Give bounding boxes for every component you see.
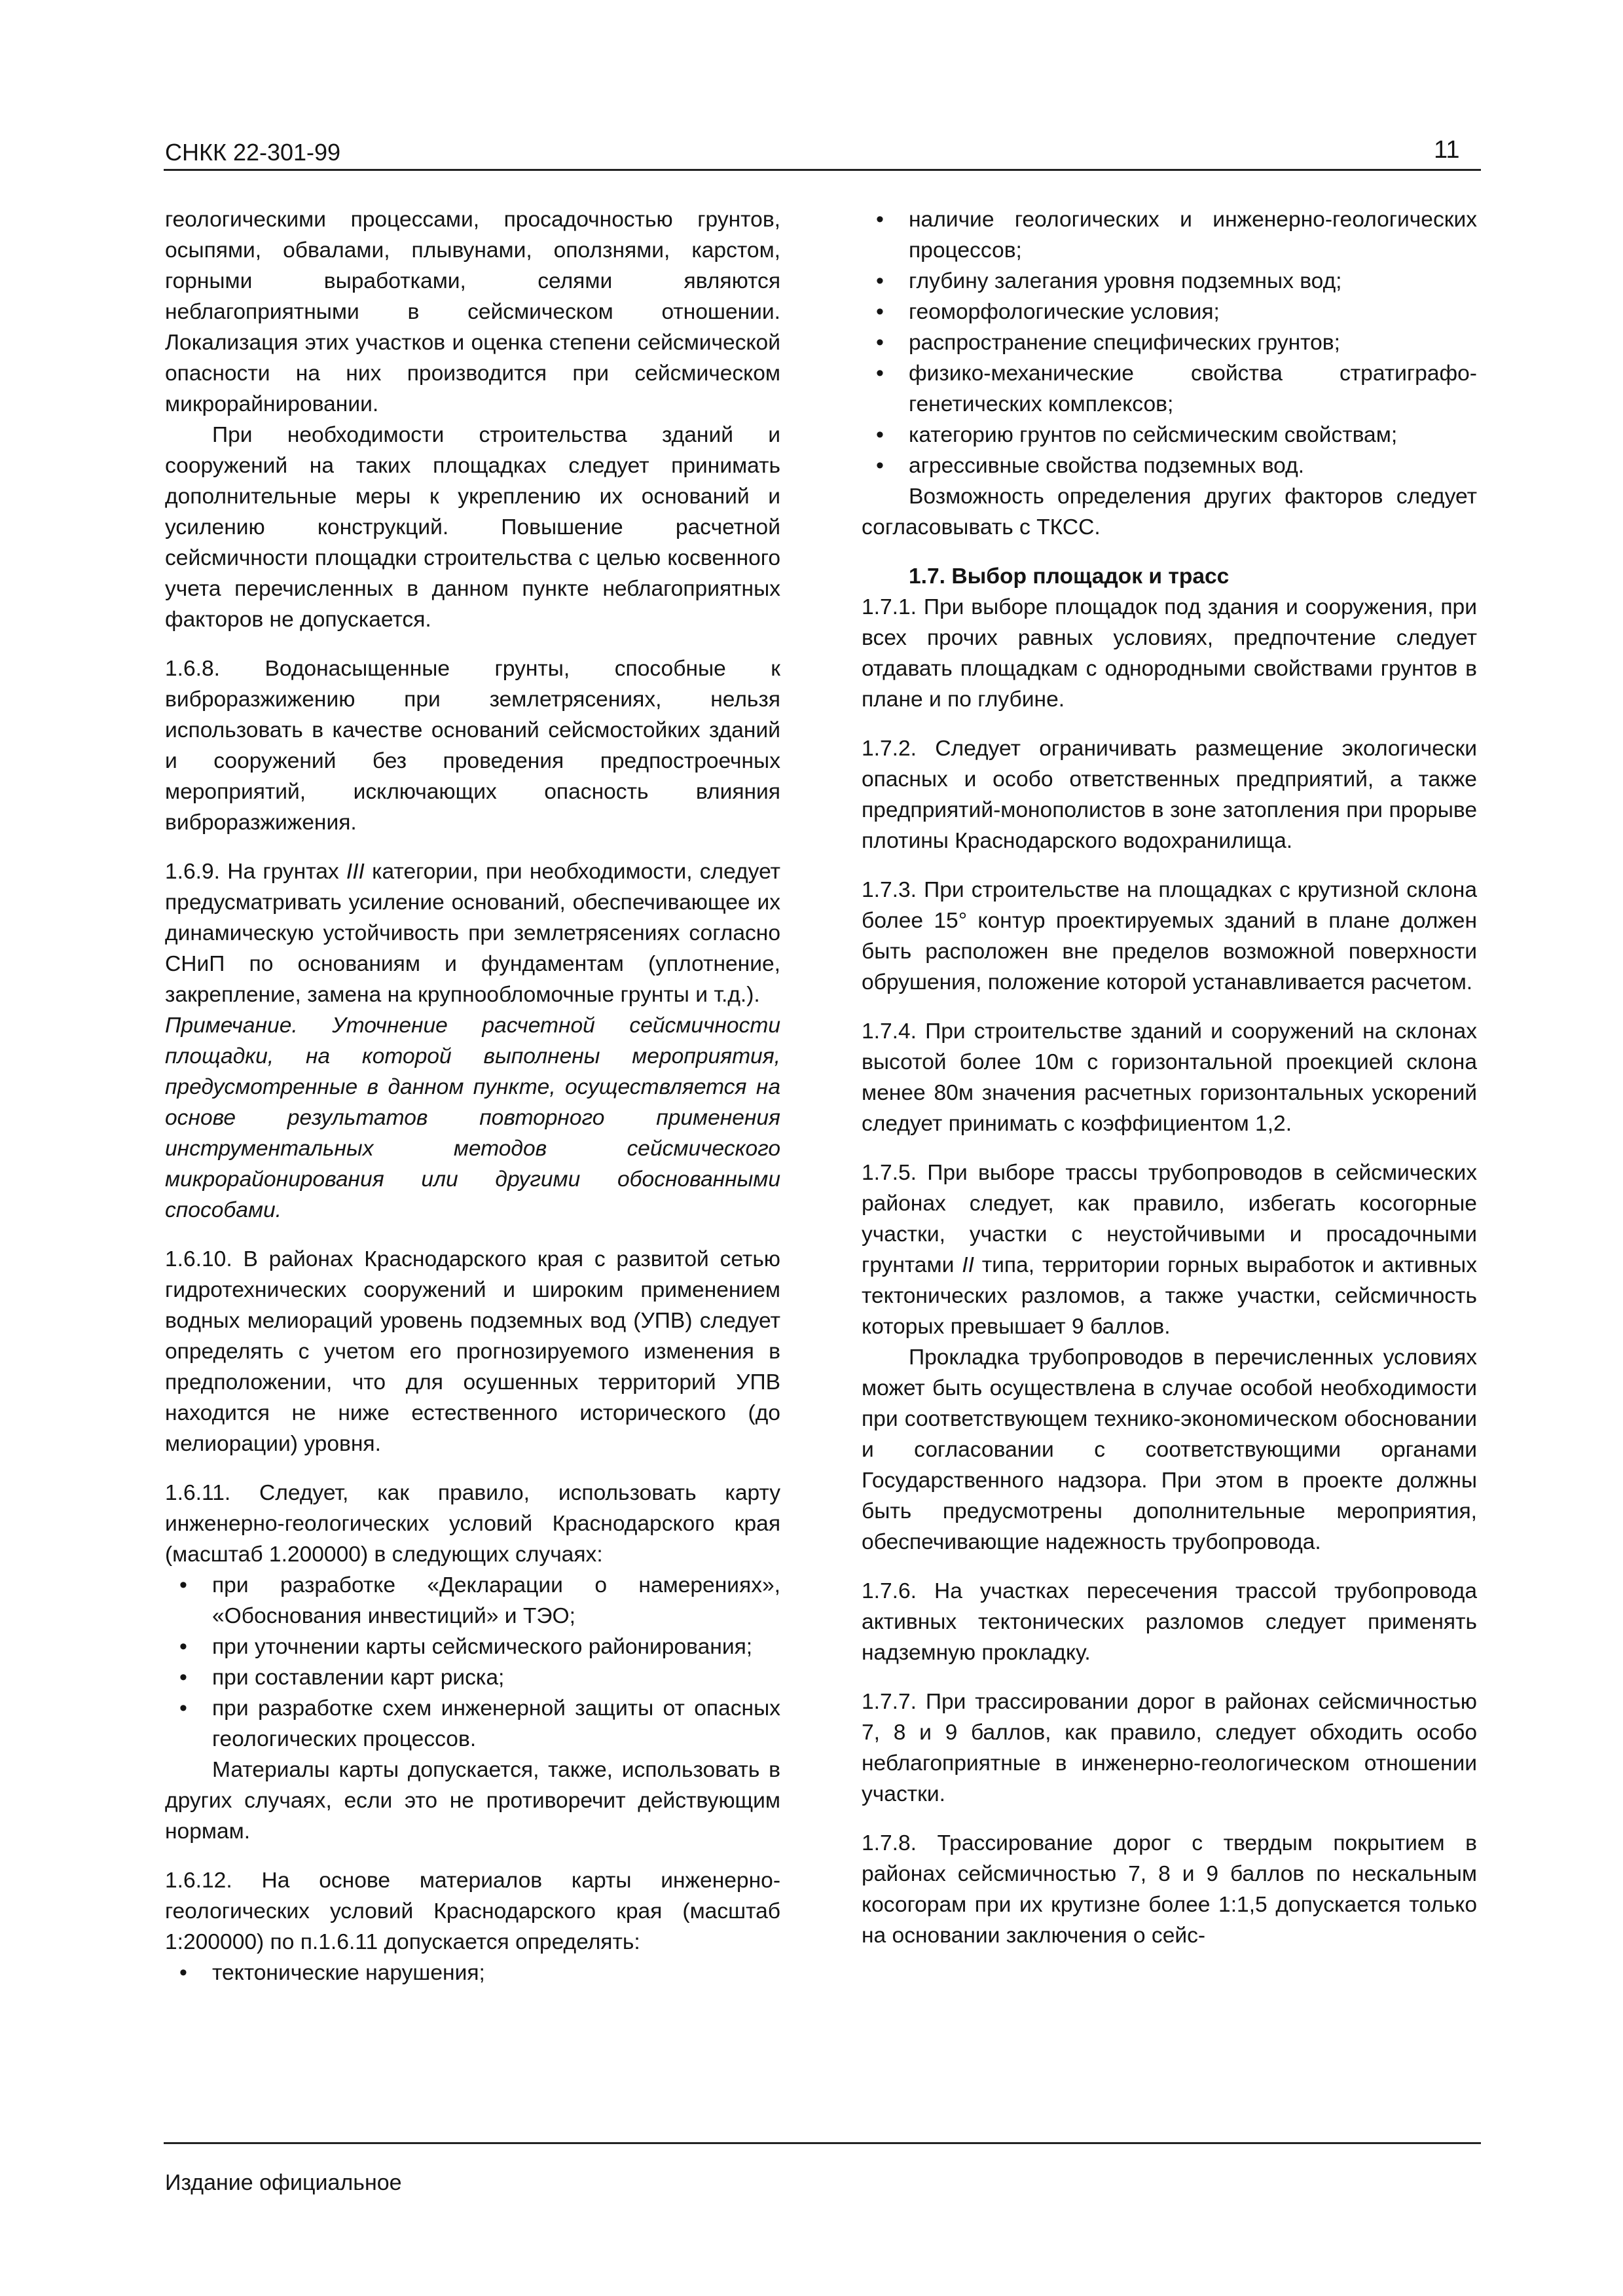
footer-rule: [164, 2142, 1481, 2144]
document-code: СНКК 22-301-99: [165, 139, 341, 166]
soil-type-numeral: II: [962, 1253, 974, 1277]
clause-1-6-12: 1.6.12. На основе материалов карты инженерно-геологических условий Краснодарского края (масштаб 1:200000) по п.1.6.11 допускается определять:: [165, 1868, 780, 1954]
list-item: • наличие геологических и инженерно-геологических процессов;: [862, 204, 1477, 266]
left-column: [165, 204, 780, 1988]
clause-1-7-5-text-b: типа, территории горных выработок и активных тектонических разломов, а также участки, сейсмичность которых превышает 9 баллов.: [862, 1253, 1477, 1339]
clause-1-6-9: [165, 856, 780, 1010]
right-column: [862, 204, 1477, 1951]
list-item: • при составлении карт риска;: [165, 1662, 780, 1693]
list-item: • физико-механические свойства стратиграфо-генетических комплексов;: [862, 358, 1477, 420]
footer-edition: Издание официальное: [165, 2170, 402, 2195]
list-item: • геоморфологические условия;: [862, 297, 1477, 327]
clause-1-7-5: [862, 1157, 1477, 1342]
list-item: • категорию грунтов по сейсмическим свойствам;: [862, 420, 1477, 450]
clause-1-6-9-text-a: 1.6.9. На грунтах: [165, 860, 346, 884]
clause-1-7-5-text-a: 1.7.5. При выборе трассы трубопроводов в сейсмических районах следует, как правило, избегать косогорные участки, участки с неустойчивыми и просадочными грунтами: [862, 1161, 1477, 1277]
paragraph-map-materials: Материалы карты допускается, также, использовать в других случаях, если это не противоречит действующим нормам.: [165, 1758, 780, 1844]
list-item: • глубину залегания уровня подземных вод;: [862, 266, 1477, 297]
soil-category-numeral: III: [346, 860, 365, 884]
clause-1-6-11: 1.6.11. Следует, как правило, использовать карту инженерно-геологических условий Краснодарского края (масштаб 1.200000) в следующих случаях:: [165, 1481, 780, 1567]
factors-list: [862, 204, 1477, 481]
clause-1-6-12-list: [165, 1958, 780, 1988]
clause-1-7-1: 1.7.1. При выборе площадок под здания и сооружения, при всех прочих равных условиях, предпочтение следует отдавать площадкам с однородными свойствами грунтов в плане и по глубине.: [862, 595, 1477, 712]
paragraph-other-factors: Возможность определения других факторов следует согласовывать с ТКСС.: [862, 484, 1477, 539]
clause-1-6-9-text-b: категории, при необходимости, следует предусматривать усиление оснований, обеспечивающее их динамическую устойчивость при землетрясениях согласно СНиП по основаниям и фундаментам (уплотнение, закрепление, замена на крупнообломочные грунты и т.д.).: [165, 860, 781, 1007]
list-item: • распространение специфических грунтов;: [862, 327, 1477, 358]
list-item: • агрессивные свойства подземных вод.: [862, 450, 1477, 481]
paragraph-additional-measures: При необходимости строительства зданий и сооружений на таких площадках следует принимать дополнительные меры к укреплению их оснований и усилению конструкций. Повышение расчетной сейсмичности площадки строительства с целью косвенного учета перечисленных в данном пункте неблагоприятных факторов не допускается.: [165, 423, 780, 632]
clause-1-7-4: 1.7.4. При строительстве зданий и сооружений на склонах высотой более 10м с горизонтальной проекцией склона менее 80м значения расчетных горизонтальных ускорений следует принимать с коэффициентом 1,2.: [862, 1019, 1477, 1136]
header-rule: [164, 169, 1481, 171]
list-item: • при разработке «Декларации о намерениях», «Обоснования инвестиций» и ТЭО;: [165, 1570, 780, 1631]
clause-1-6-10: 1.6.10. В районах Краснодарского края с развитой сетью гидротехнических сооружений и широким применением водных мелиораций уровень подземных вод (УПВ) следует определять с учетом его прогнозируемого изменения в предположении, что для осушенных территорий УПВ находится не ниже естественного исторического (до мелиорации) уровня.: [165, 1247, 780, 1456]
clause-1-6-11-list: [165, 1570, 780, 1755]
note-paragraph: Примечание. Уточнение расчетной сейсмичности площадки, на которой выполнены мероприятия, предусмотренные в данном пункте, осуществляется на основе результатов повторного применения инструментальных методов сейсмического микрорайонирования или другими обоснованными способами.: [165, 1013, 780, 1222]
clause-1-7-6: 1.7.6. На участках пересечения трассой трубопровода активных тектонических разломов следует применять надземную прокладку.: [862, 1579, 1477, 1665]
clause-1-6-8: 1.6.8. Водонасыщенные грунты, способные к виброразжижению при землетрясениях, нельзя использовать в качестве оснований сейсмостойких зданий и сооружений без проведения предпостроечных мероприятий, исключающих опасность влияния виброразжижения.: [165, 657, 780, 835]
clause-1-7-2: 1.7.2. Следует ограничивать размещение экологически опасных и особо ответственных предприятий, а также предприятий-монополистов в зоне затопления при прорыве плотины Краснодарского водохранилища.: [862, 737, 1477, 853]
page-number: 11: [1434, 136, 1460, 164]
list-item: • при разработке схем инженерной защиты от опасных геологических процессов.: [165, 1693, 780, 1755]
list-item: • тектонические нарушения;: [165, 1958, 780, 1988]
clause-1-7-3: 1.7.3. При строительстве на площадках с крутизной склона более 15° контур проектируемых зданий в плане должен быть расположен вне пределов возможной поверхности обрушения, положение которой устанавливается расчетом.: [862, 878, 1477, 994]
clause-1-7-8: 1.7.8. Трассирование дорог с твердым покрытием в районах сейсмичностью 7, 8 и 9 баллов по нескальным косогорам при их крутизне более 1:1,5 допускается только на основании заключения о сейс-: [862, 1831, 1477, 1948]
paragraph-pipeline-laying: Прокладка трубопроводов в перечисленных условиях может быть осуществлена в случае особой необходимости при соответствующем технико-экономическом обосновании и согласовании с соответствующими органами Государственного надзора. При этом в проекте должны быть предусмотрены дополнительные мероприятия, обеспечивающие надежность трубопровода.: [862, 1345, 1477, 1554]
clause-1-7-7: 1.7.7. При трассировании дорог в районах сейсмичностью 7, 8 и 9 баллов, как правило, следует обходить особо неблагоприятные в инженерно-геологическом отношении участки.: [862, 1690, 1477, 1806]
paragraph-continuation: геологическими процессами, просадочностью грунтов, осыпями, обвалами, плывунами, оползнями, карстом, горными выработками, селями являются неблагоприятными в сейсмическом отношении. Локализация этих участков и оценка степени сейсмической опасности на них производится при сейсмическом микрорайнировании.: [165, 208, 780, 416]
list-item: • при уточнении карты сейсмического районирования;: [165, 1631, 780, 1662]
section-heading: 1.7. Выбор площадок и трасс: [909, 564, 1230, 589]
